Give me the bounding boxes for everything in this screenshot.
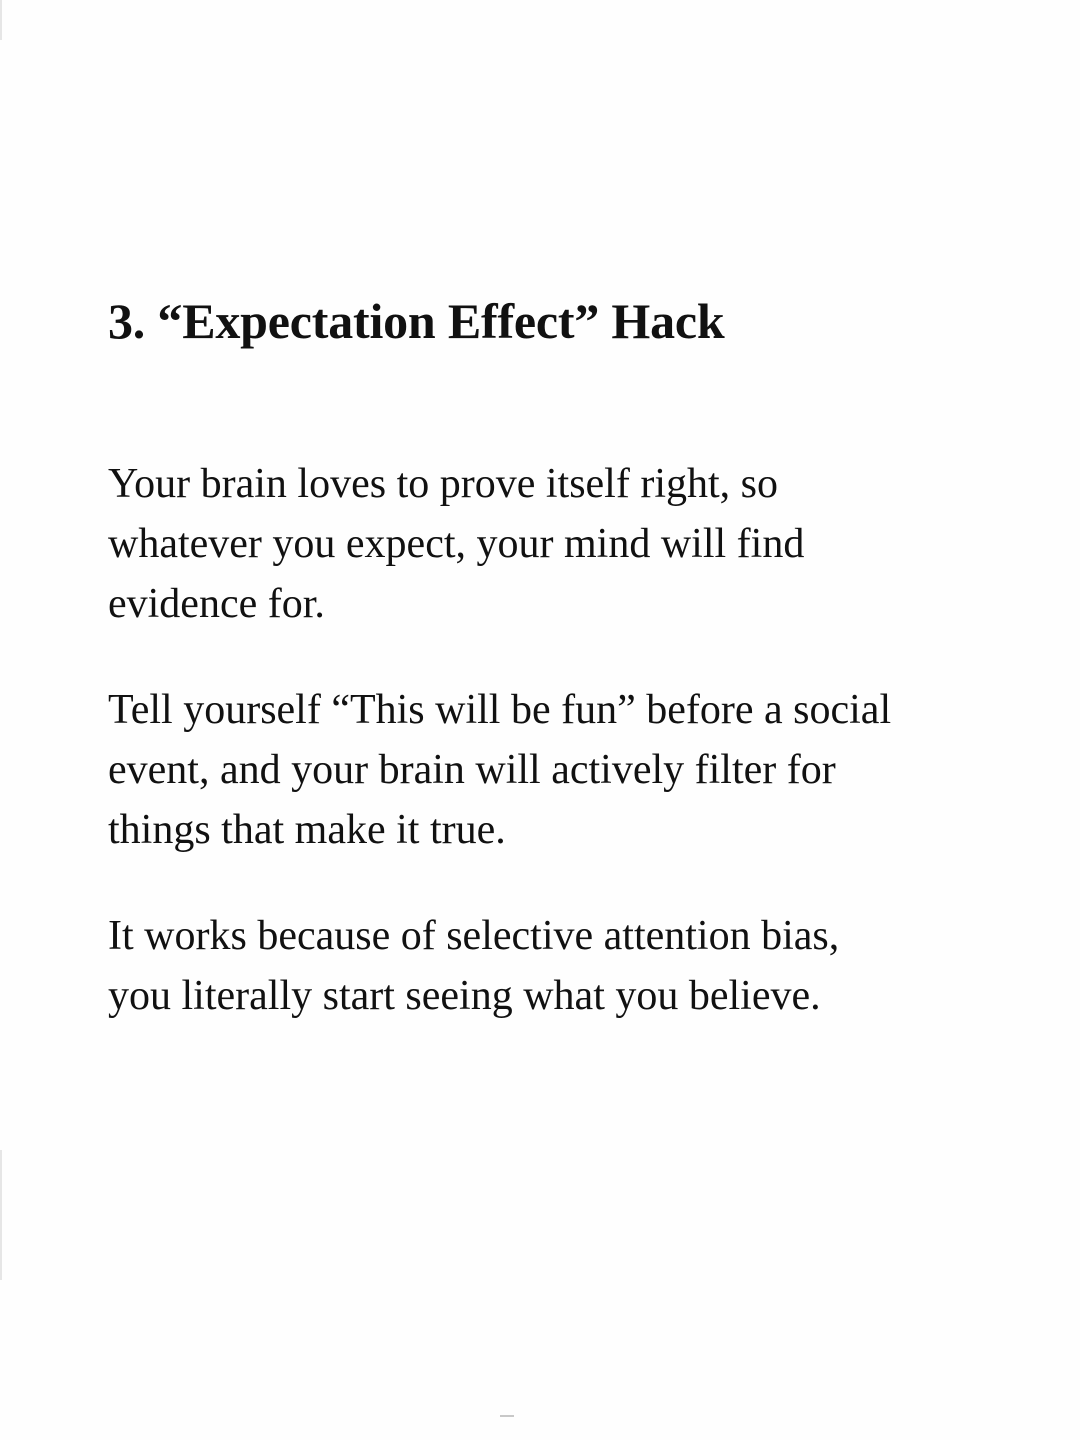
edge-shadow-bottom [0,1150,2,1280]
paragraph-line: you literally start seeing what you believe. [108,973,821,1019]
edge-shadow-top [0,0,2,40]
paragraph-line: It works because of selective attention bias, [108,913,840,959]
page-title: 3. “Expectation Effect” Hack [108,293,725,349]
paragraph-line: Tell yourself “This will be fun” before a social [108,687,892,733]
bottom-dash-mark [500,1415,514,1417]
paragraph-line: things that make it true. [108,807,506,853]
paragraph-line: evidence for. [108,581,325,627]
paragraph-line: event, and your brain will actively filter for [108,747,836,793]
paragraph-line: whatever you expect, your mind will find [108,521,805,567]
paragraph-line: Your brain loves to prove itself right, so [108,461,779,507]
paragraph-2 [108,680,1008,860]
paragraph-1 [108,454,1008,634]
paragraph-3 [108,906,1008,1026]
document-body [108,292,1008,1072]
